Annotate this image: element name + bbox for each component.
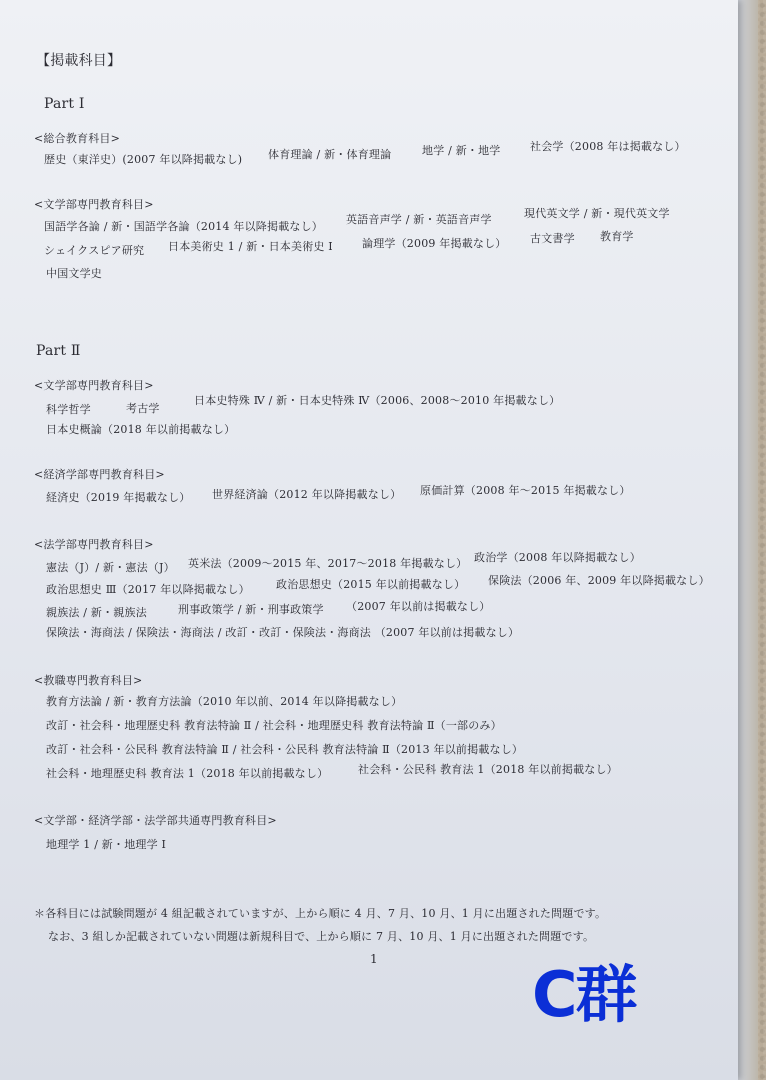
list-item: 教育学 xyxy=(600,230,634,243)
list-item: 科学哲学 xyxy=(46,403,91,416)
list-item: 教育方法論 / 新・教育方法論（2010 年以前、2014 年以降掲載なし） xyxy=(46,695,403,708)
paper-edge xyxy=(738,0,758,1080)
list-item: シェイクスピア研究 xyxy=(44,244,145,257)
list-item: 歴史（東洋史）(2007 年以降掲載なし) xyxy=(44,153,243,166)
list-item: 経済史（2019 年掲載なし） xyxy=(46,491,191,504)
page-title: 【掲載科目】 xyxy=(36,53,122,69)
list-item: 改訂・社会科・公民科 教育法特論 Ⅱ / 社会科・公民科 教育法特論 Ⅱ（2013 年以前掲載なし） xyxy=(46,743,524,756)
list-item: 世界経済論（2012 年以降掲載なし） xyxy=(212,488,402,501)
list-item: 原価計算（2008 年～2015 年掲載なし） xyxy=(420,484,631,497)
list-item: 社会科・地理歴史科 教育法 1（2018 年以前掲載なし） xyxy=(46,767,329,780)
list-item: 国語学各論 / 新・国語学各論（2014 年以降掲載なし） xyxy=(44,220,323,233)
list-item: 社会学（2008 年は掲載なし） xyxy=(530,140,686,153)
page-number: 1 xyxy=(370,952,378,966)
footnote: ＊各科目には試験問題が 4 組記載されていますが、上から順に 4 月、7 月、10 月、1 月に出題された問題です。 xyxy=(34,907,607,920)
section-heading: <経済学部専門教育科目> xyxy=(34,468,165,481)
list-item: 憲法（J）/ 新・憲法（J） xyxy=(46,561,175,574)
list-item: 日本美術史 1 / 新・日本美術史 Ⅰ xyxy=(168,240,333,253)
list-item: 改訂・社会科・地理歴史科 教育法特論 Ⅱ / 社会科・地理歴史科 教育法特論 Ⅱ（一部のみ） xyxy=(46,719,502,732)
list-item: 考古学 xyxy=(126,402,160,415)
list-item: 日本史特殊 Ⅳ / 新・日本史特殊 Ⅳ（2006、2008～2010 年掲載なし） xyxy=(194,394,561,407)
section-heading: <教職専門教育科目> xyxy=(34,674,143,687)
list-item: 地学 / 新・地学 xyxy=(422,144,501,157)
list-item: 古文書学 xyxy=(530,232,575,245)
list-item: 政治学（2008 年以降掲載なし） xyxy=(474,551,641,564)
list-item: 英語音声学 / 新・英語音声学 xyxy=(346,213,492,226)
list-item: 政治思想史（2015 年以前掲載なし） xyxy=(276,578,466,591)
list-item: 社会科・公民科 教育法 1（2018 年以前掲載なし） xyxy=(358,763,618,776)
section-heading: <法学部専門教育科目> xyxy=(34,538,154,551)
section-heading: <文学部・経済学部・法学部共通専門教育科目> xyxy=(34,814,277,827)
list-item: 政治思想史 Ⅲ（2017 年以降掲載なし） xyxy=(46,583,250,596)
list-item: 体育理論 / 新・体育理論 xyxy=(268,148,392,161)
list-item: （2007 年以前は掲載なし） xyxy=(346,600,491,613)
footnote: なお、3 組しか記載されていない問題は新規科目で、上から順に 7 月、10 月、1 月に出題された問題です。 xyxy=(48,930,595,943)
section-heading: <総合教育科目> xyxy=(34,132,121,145)
list-item: 日本史概論（2018 年以前掲載なし） xyxy=(46,423,236,436)
list-item: 地理学 1 / 新・地理学 Ⅰ xyxy=(46,838,167,851)
list-item: 現代英文学 / 新・現代英文学 xyxy=(524,207,670,220)
list-item: 中国文学史 xyxy=(46,267,102,280)
list-item: 親族法 / 新・親族法 xyxy=(46,606,147,619)
list-item: 保険法（2006 年、2009 年以降掲載なし） xyxy=(488,574,710,587)
list-item: 刑事政策学 / 新・刑事政策学 xyxy=(178,603,324,616)
section-heading: <文学部専門教育科目> xyxy=(34,198,154,211)
part1-title: Part Ⅰ xyxy=(44,96,85,112)
list-item: 論理学（2009 年掲載なし） xyxy=(362,237,507,250)
part2-title: Part Ⅱ xyxy=(36,343,81,359)
c-group-stamp: C群 xyxy=(532,958,636,1031)
list-item: 保険法・海商法 / 保険法・海商法 / 改訂・改訂・保険法・海商法 （2007 年以前は掲載なし） xyxy=(46,626,520,639)
list-item: 英米法（2009～2015 年、2017～2018 年掲載なし） xyxy=(188,557,468,570)
section-heading: <文学部専門教育科目> xyxy=(34,379,154,392)
